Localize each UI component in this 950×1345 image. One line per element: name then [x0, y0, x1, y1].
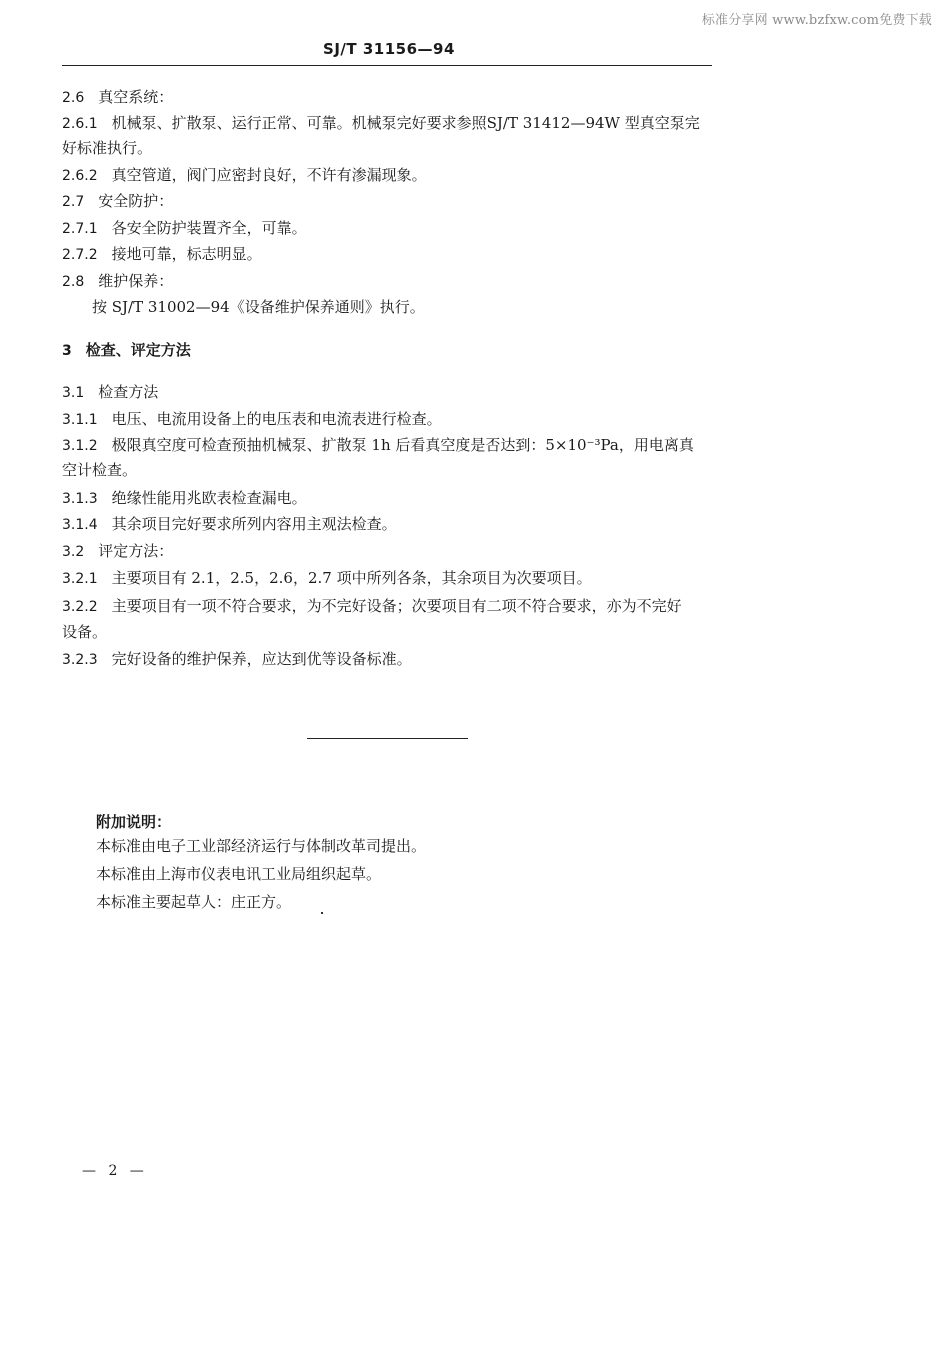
- clause-2-6-2: [62, 165, 427, 186]
- clause-3-1-2-continued: 空计检查。: [62, 461, 138, 479]
- clause-2-6-1-continued: 好标准执行。: [62, 139, 153, 157]
- clause-number: 3.2: [62, 544, 85, 560]
- clause-number: 2.8: [62, 274, 85, 290]
- clause-3-1: [62, 382, 158, 403]
- watermark-text: 标准分享网 www.bzfxw.com免费下载: [701, 13, 932, 28]
- clause-number: 3.1.2: [62, 438, 98, 454]
- clause-text: 主要项目有一项不符合要求，为不完好设备；次要项目有二项不符合要求，亦为不完好: [111, 597, 682, 615]
- clause-2-7: [62, 191, 173, 212]
- clause-2-7-1: [62, 218, 307, 239]
- clause-text: 完好设备的维护保养，应达到优等设备标准。: [111, 650, 412, 668]
- clause-text: 其余项目完好要求所列内容用主观法检查。: [111, 515, 397, 533]
- clause-3-1-2: [62, 435, 694, 456]
- clause-3-2-2-continued: 设备。: [62, 623, 108, 641]
- clause-2-8-body: 按 SJ/T 31002—94《设备维护保养通则》执行。: [92, 298, 425, 316]
- scan-speck: [321, 912, 323, 914]
- additional-notes-title: 附加说明：: [96, 813, 172, 831]
- clause-number: 3.1: [62, 385, 85, 401]
- clause-3-1-1: [62, 409, 442, 430]
- clause-number: 3.2.3: [62, 652, 98, 668]
- page-number: — 2 —: [82, 1163, 148, 1179]
- clause-3-2-1: [62, 568, 592, 589]
- clause-2-7-2: [62, 244, 262, 265]
- clause-text: 极限真空度可检查预抽机械泵、扩散泵 1h 后看真空度是否达到：5×10⁻³Pa，用电离真: [111, 436, 694, 454]
- clause-number: 2.7.2: [62, 247, 98, 263]
- clause-text: 各安全防护装置齐全，可靠。: [111, 219, 307, 237]
- clause-text: 绝缘性能用兆欧表检查漏电。: [111, 489, 307, 507]
- document-code: SJ/T 31156—94: [323, 40, 455, 58]
- clause-text: 评定方法：: [98, 542, 174, 560]
- clause-number: 3.1.1: [62, 412, 98, 428]
- clause-number: 2.7.1: [62, 221, 98, 237]
- section-title: 检查、评定方法: [85, 341, 191, 359]
- clause-text: 真空管道，阀门应密封良好，不许有渗漏现象。: [111, 166, 427, 184]
- clause-2-8: [62, 271, 173, 292]
- clause-text: 主要项目有 2.1，2.5，2.6，2.7 项中所列各条，其余项目为次要项目。: [111, 569, 592, 587]
- clause-2-6: [62, 87, 173, 108]
- clause-2-6-1: [62, 113, 700, 134]
- clause-text: 真空系统：: [98, 88, 174, 106]
- section-number: 3: [62, 343, 72, 359]
- clause-number: 2.6: [62, 90, 85, 106]
- clause-3-1-3: [62, 488, 307, 509]
- clause-number: 2.6.2: [62, 168, 98, 184]
- clause-3-1-4: [62, 514, 397, 535]
- section-3-heading: [62, 340, 191, 361]
- clause-text: 接地可靠，标志明显。: [111, 245, 262, 263]
- clause-text: 维护保养：: [98, 272, 174, 290]
- additional-note-line: 本标准主要起草人：庄正方。: [96, 893, 292, 911]
- end-of-text-rule: [307, 738, 468, 739]
- additional-note-line: 本标准由上海市仪表电讯工业局组织起草。: [96, 865, 382, 883]
- clause-3-2-3: [62, 649, 412, 670]
- clause-text: 检查方法: [98, 383, 159, 401]
- clause-3-2-2: [62, 596, 682, 617]
- header-rule: [62, 65, 712, 66]
- clause-number: 3.2.2: [62, 599, 98, 615]
- additional-note-line: 本标准由电子工业部经济运行与体制改革司提出。: [96, 837, 427, 855]
- clause-number: 3.2.1: [62, 571, 98, 587]
- clause-number: 2.6.1: [62, 116, 98, 132]
- clause-3-2: [62, 541, 173, 562]
- clause-text: 安全防护：: [98, 192, 174, 210]
- clause-text: 电压、电流用设备上的电压表和电流表进行检查。: [111, 410, 442, 428]
- clause-text: 机械泵、扩散泵、运行正常、可靠。机械泵完好要求参照SJ/T 31412—94W 型真空泵完: [111, 114, 700, 132]
- clause-number: 3.1.3: [62, 491, 98, 507]
- clause-number: 3.1.4: [62, 517, 98, 533]
- clause-number: 2.7: [62, 194, 85, 210]
